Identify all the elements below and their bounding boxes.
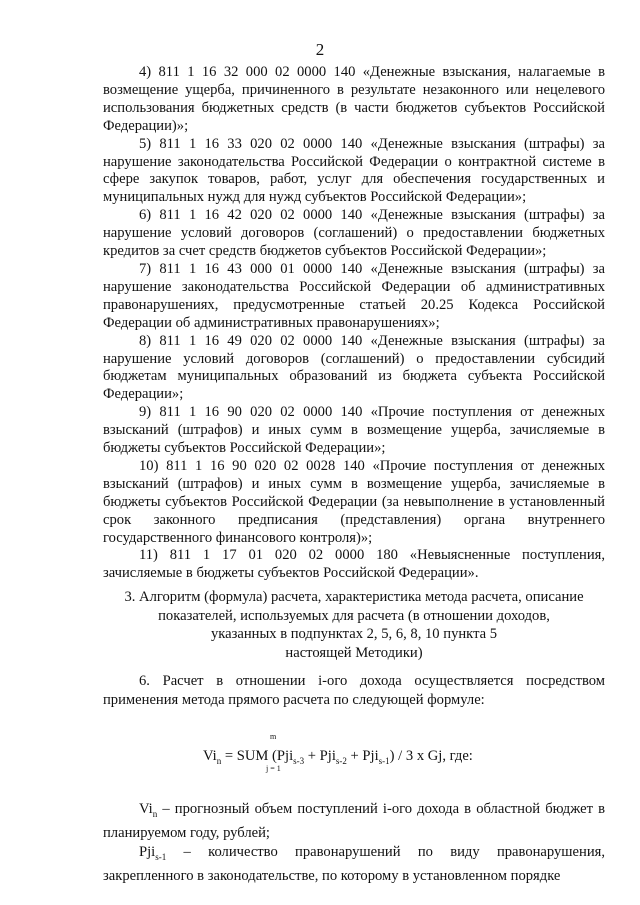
sum-upper-limit: m (270, 732, 277, 741)
list-item: 10) 811 1 16 90 020 02 0028 140 «Прочие поступления от денежных взысканий (штрафов) и иных сумм в возмещение ущерба, зачисляемые в бюджеты субъектов Российской Федерации (за невыполнение в установленный срок законного предписания (представления) органа внутреннего государственного финансового контроля)»; (103, 457, 605, 546)
list-item: 6) 811 1 16 42 020 02 0000 140 «Денежные взыскания (штрафы) за нарушение условий договоров (соглашений) о предоставлении бюджетных кредитов за счет средств бюджетов субъектов Российской Федерации»; (103, 207, 605, 260)
section-heading-line: 3. Алгоритм (формула) расчета, характеристика метода расчета, описание (124, 589, 584, 605)
list-item: 7) 811 1 16 43 000 01 0000 140 «Денежные взыскания (штрафы) за нарушение законодательства Российской Федерации об административных правонарушениях, предусмотренные статьей 20.25 Кодекса Российской Федерации об административных правонарушениях»; (103, 260, 605, 331)
definition-term-sub: n (152, 808, 158, 819)
calculation-intro (103, 672, 605, 709)
formula-equals: = (221, 748, 237, 764)
formula-lhs-sub: n (216, 755, 222, 766)
formula-term: + Pji (346, 748, 379, 764)
formula-lhs: Vi (203, 748, 217, 764)
calculation-intro-text: 6. Расчет в отношении i-ого дохода осуществляется посредством применения метода прямого расчета по следующей формуле: (103, 673, 605, 708)
list-item: 8) 811 1 16 49 020 02 0000 140 «Денежные взыскания (штрафы) за нарушение условий договоров (соглашений) о предоставлении субсидий бюджетам муниципальных образований из бюджета субъекта Российской Федерации»; (103, 332, 605, 403)
formula-term: (Pji (268, 748, 294, 764)
formula-term-sub: s-3 (293, 755, 305, 766)
section-heading-line: настоящей Методики) (285, 644, 423, 661)
definition-text: – количество правонарушений по виду правонарушения, закрепленного в законодательстве, по которому в установленном порядке (103, 843, 605, 884)
definition-pji (103, 843, 605, 886)
section-heading (103, 588, 605, 662)
formula-expression (203, 748, 473, 766)
formula-tail: ) / 3 x Gj, где: (389, 748, 473, 764)
list-item: 11) 811 1 17 01 020 02 0000 180 «Невыясненные поступления, зачисляемые в бюджеты субъектов Российской Федерации». (103, 547, 605, 582)
list-item: 4) 811 1 16 32 000 02 0000 140 «Денежные взыскания, налагаемые в возмещение ущерба, причиненного в результате незаконного или нецелевого использования бюджетных средств (в части бюджетов субъектов Российской Федерации)»; (103, 64, 605, 134)
items-list (103, 64, 605, 583)
formula-term-sub: s-1 (378, 755, 390, 766)
section-heading-line: указанных в подпунктах 2, 5, 6, 8, 10 пункта 5 (210, 626, 498, 642)
list-item: 9) 811 1 16 90 020 02 0000 140 «Прочие поступления от денежных взысканий (штрафов) и иных сумм в возмещение ущерба, зачисляемые в бюджеты субъектов Российской Федерации»; (103, 404, 605, 457)
page-number: 2 (315, 40, 325, 59)
definition-term: Vi (139, 801, 153, 817)
definition-text: – прогнозный объем поступлений i-ого дохода в областной бюджет в планируемом году, рублей; (103, 801, 605, 841)
formula-term: + Pji (304, 748, 336, 764)
definition-term-sub: s-1 (155, 851, 167, 862)
sum-lower-limit: j = 1 (266, 764, 281, 773)
definition-term: Pji (139, 843, 156, 860)
list-item: 5) 811 1 16 33 020 02 0000 140 «Денежные взыскания (штрафы) за нарушение законодательства Российской Федерации о контрактной системе в сфере закупок товаров, работ, услуг для обеспечения государственных и муниципальных нужд для нужд субъектов Российской Федерации»; (103, 135, 605, 206)
formula-sum: SUM (236, 748, 269, 764)
definitions (103, 800, 605, 886)
section-heading-line: показателей, используемых для расчета (в отношении доходов, (158, 607, 550, 624)
definition-vi (103, 800, 605, 843)
formula (203, 732, 603, 776)
formula-term-sub: s-2 (335, 755, 347, 766)
